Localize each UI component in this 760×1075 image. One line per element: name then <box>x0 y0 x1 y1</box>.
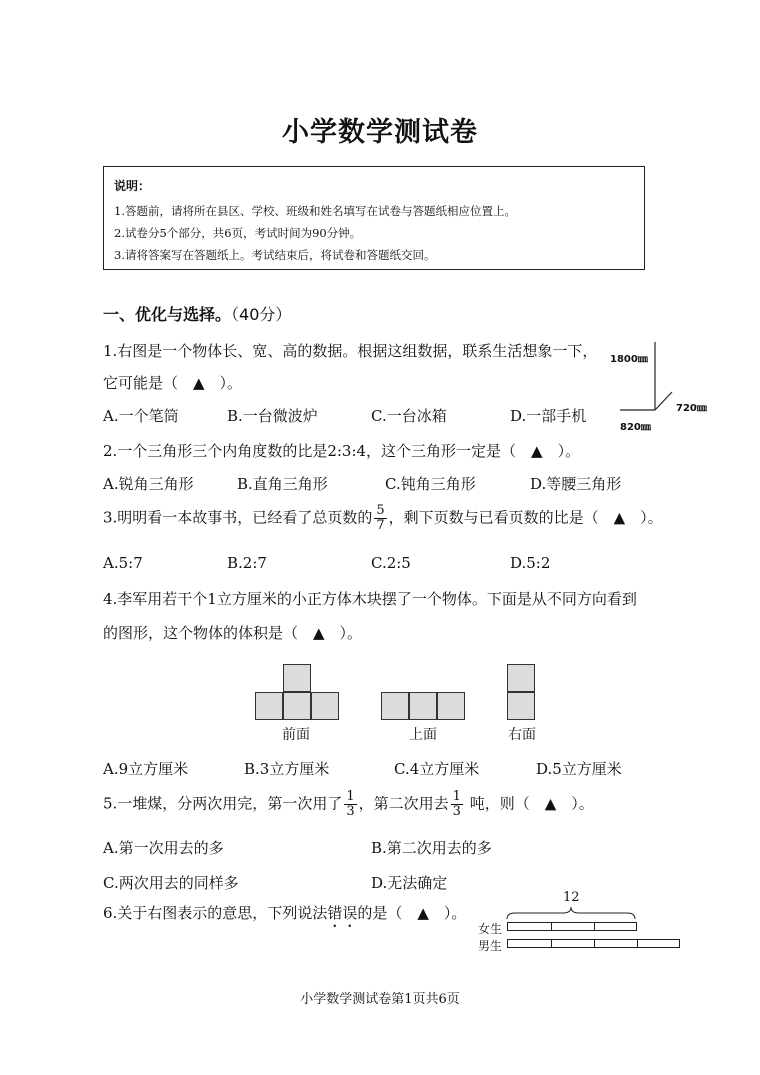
question-4-line-1: 4.李军用若干个1立方厘米的小正方体木块摆了一个物体。下面是从不同方向看到 <box>103 590 637 608</box>
q4-option-c: C.4立方厘米 <box>394 760 480 778</box>
q1-option-b: B.一台微波炉 <box>227 407 318 425</box>
q3-text-before: 3.明明看一本故事书，已经看了总页数的 <box>103 508 373 527</box>
boys-bar <box>507 939 680 948</box>
fraction-one-third-ton <box>451 790 463 819</box>
section-points: （40分） <box>231 305 292 324</box>
q3-option-b: B.2:7 <box>227 554 267 572</box>
top-view-cell <box>437 692 465 720</box>
length-label: 820㎜ <box>620 422 651 433</box>
instruction-line: 1.答题前，请将所在县区、学校、班级和姓名填写在试卷与答题纸相应位置上。 <box>114 204 516 218</box>
q5-option-c: C.两次用去的同样多 <box>103 874 239 892</box>
girls-bar <box>507 922 637 931</box>
q6-text-after: 的是（ ▲ ）。 <box>357 904 467 922</box>
front-view-cell <box>283 664 311 692</box>
fraction-denominator: 3 <box>346 804 355 819</box>
diagram-total-label: 12 <box>563 890 580 905</box>
diagram-brace <box>505 905 641 921</box>
q1-option-d: D.一部手机 <box>510 407 587 425</box>
q4-option-d: D.5立方厘米 <box>536 760 622 778</box>
page-title: 小学数学测试卷 <box>282 117 478 148</box>
girls-bar-unit <box>508 923 552 930</box>
right-view-cell <box>507 664 535 692</box>
boys-bar-unit <box>508 940 552 947</box>
section-title: 一、优化与选择。 <box>103 305 232 324</box>
brace-path <box>507 907 635 919</box>
q5-option-b: B.第二次用去的多 <box>371 839 492 857</box>
question-5 <box>103 790 594 819</box>
q2-option-d: D.等腰三角形 <box>530 475 622 493</box>
q2-option-b: B.直角三角形 <box>237 475 328 493</box>
question-1-line-2: 它可能是（ ▲ ）。 <box>103 374 243 392</box>
q1-option-a: A.一个笔筒 <box>103 407 179 425</box>
q6-emphasis: 错误 <box>327 904 358 922</box>
front-view-cell <box>311 692 339 720</box>
q3-text-after: ，剩下页数与已看页数的比是（ ▲ ）。 <box>388 508 663 527</box>
boys-bar-unit <box>594 940 638 947</box>
top-view-cell <box>409 692 437 720</box>
question-3 <box>103 504 663 533</box>
width-label: 720㎜ <box>676 403 707 414</box>
fraction-denominator: 3 <box>452 804 461 819</box>
q5-option-d: D.无法确定 <box>371 874 448 892</box>
right-view-label: 右面 <box>508 727 536 743</box>
fraction-five-sevenths <box>374 504 386 533</box>
q5-text-after: 吨，则（ ▲ ）。 <box>469 794 594 813</box>
fraction-one-third <box>344 790 356 819</box>
width-line <box>655 392 672 410</box>
q5-text-mid: ，第二次用去 <box>358 794 449 813</box>
top-view-label: 上面 <box>409 727 437 743</box>
question-1-line-1: 1.右图是一个物体长、宽、高的数据。根据这组数据，联系生活想象一下， <box>103 342 598 360</box>
q5-text-before: 5.一堆煤，分两次用完，第一次用了 <box>103 794 343 813</box>
q4-option-a: A.9立方厘米 <box>103 760 189 778</box>
q1-option-c: C.一台冰箱 <box>371 407 447 425</box>
q2-option-a: A.锐角三角形 <box>103 475 194 493</box>
q3-option-d: D.5:2 <box>510 554 551 572</box>
instruction-line: 3.请将答案写在答题纸上。考试结束后，将试卷和答题纸交回。 <box>114 248 436 262</box>
q5-option-a: A.第一次用去的多 <box>103 839 224 857</box>
fraction-numerator: 5 <box>376 503 385 518</box>
boys-bar-unit <box>551 940 595 947</box>
q4-option-b: B.3立方厘米 <box>244 760 330 778</box>
fraction-denominator: 7 <box>376 518 385 533</box>
instructions-box <box>103 166 645 270</box>
diagram-row-girls-label: 女生 <box>478 922 503 936</box>
diagram-row-boys-label: 男生 <box>478 939 503 953</box>
question-4-line-2: 的图形，这个物体的体积是（ ▲ ）。 <box>103 624 363 642</box>
front-view-label: 前面 <box>282 727 310 743</box>
question-6 <box>103 902 466 931</box>
q2-option-c: C.钝角三角形 <box>385 475 476 493</box>
q6-text-before: 6.关于右图表示的意思，下列说法 <box>103 904 328 922</box>
fraction-numerator: 1 <box>452 789 461 804</box>
fraction-numerator: 1 <box>346 789 355 804</box>
instruction-line: 2.试卷分5个部分，共6页，考试时间为90分钟。 <box>114 226 362 240</box>
q3-option-c: C.2:5 <box>371 554 411 572</box>
right-view-cell <box>507 692 535 720</box>
section-heading <box>103 302 291 325</box>
girls-bar-unit <box>551 923 595 930</box>
front-view-cell <box>255 692 283 720</box>
q3-option-a: A.5:7 <box>103 554 143 572</box>
height-label: 1800㎜ <box>610 354 648 365</box>
front-view-cell <box>283 692 311 720</box>
top-view-cell <box>381 692 409 720</box>
page-footer: 小学数学测试卷第1页共6页 <box>300 992 460 1007</box>
instructions-heading: 说明： <box>114 179 151 193</box>
question-2: 2.一个三角形三个内角度数的比是2:3:4，这个三角形一定是（ ▲ ）。 <box>103 442 581 460</box>
